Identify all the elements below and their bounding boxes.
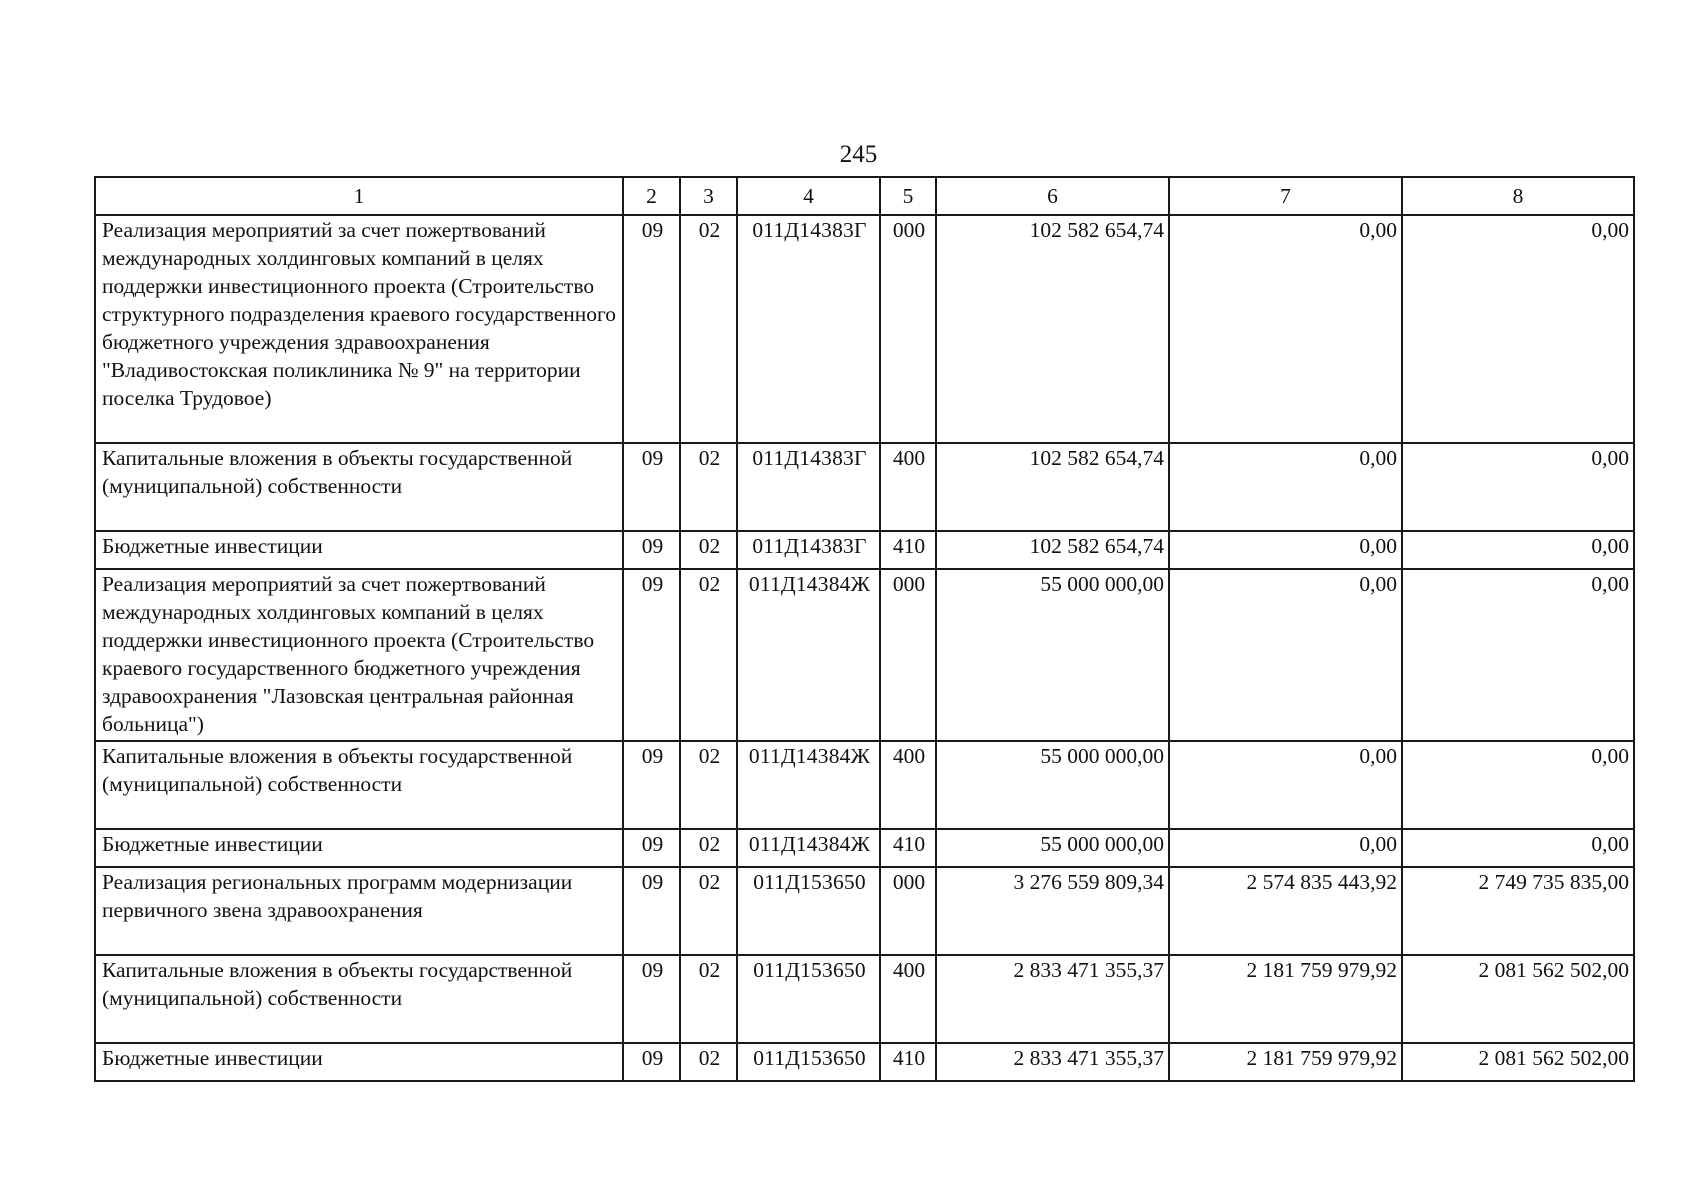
- row-amount-6: 55 000 000,00: [936, 741, 1169, 829]
- row-rz: 09: [623, 829, 680, 867]
- table-row: [95, 741, 1634, 829]
- row-amount-6: 55 000 000,00: [936, 569, 1169, 741]
- row-rz: 09: [623, 569, 680, 741]
- row-amount-6: 3 276 559 809,34: [936, 867, 1169, 955]
- row-name: Капитальные вложения в объекты государственной (муниципальной) собственности: [95, 955, 623, 1043]
- row-amount-6: 102 582 654,74: [936, 443, 1169, 531]
- row-csr: 011Д153650: [737, 1043, 880, 1081]
- row-amount-8: 0,00: [1402, 443, 1634, 531]
- row-pr: 02: [680, 1043, 737, 1081]
- row-amount-7: 0,00: [1169, 215, 1402, 443]
- row-amount-8: 0,00: [1402, 741, 1634, 829]
- row-csr: 011Д153650: [737, 867, 880, 955]
- header-cell-2: 2: [623, 177, 680, 215]
- table-row: [95, 569, 1634, 741]
- table-row: [95, 1043, 1634, 1081]
- row-vr: 410: [880, 1043, 936, 1081]
- header-row: [95, 177, 1634, 215]
- header-cell-3: 3: [680, 177, 737, 215]
- row-amount-7: 0,00: [1169, 443, 1402, 531]
- row-csr: 011Д14384Ж: [737, 829, 880, 867]
- row-csr: 011Д14383Г: [737, 443, 880, 531]
- header-cell-1: 1: [95, 177, 623, 215]
- row-amount-6: 2 833 471 355,37: [936, 1043, 1169, 1081]
- row-vr: 400: [880, 443, 936, 531]
- row-amount-8: 0,00: [1402, 215, 1634, 443]
- row-csr: 011Д14384Ж: [737, 741, 880, 829]
- table-row: [95, 829, 1634, 867]
- row-vr: 410: [880, 531, 936, 569]
- header-cell-7: 7: [1169, 177, 1402, 215]
- row-pr: 02: [680, 829, 737, 867]
- header-cell-4: 4: [737, 177, 880, 215]
- row-amount-7: 0,00: [1169, 829, 1402, 867]
- row-name: Реализация мероприятий за счет пожертвований международных холдинговых компаний в целях поддержки инвестиционного проекта (Строительство структурного подразделения краевого государственного бюджетного учреждения здравоохранения "Владивостокская поликлиника № 9" на территории поселка Трудовое): [95, 215, 623, 443]
- row-pr: 02: [680, 867, 737, 955]
- budget-table: [94, 176, 1635, 1082]
- row-amount-8: 0,00: [1402, 531, 1634, 569]
- row-amount-8: 2 081 562 502,00: [1402, 955, 1634, 1043]
- row-rz: 09: [623, 443, 680, 531]
- table-row: [95, 955, 1634, 1043]
- table-row: [95, 215, 1634, 443]
- row-csr: 011Д14384Ж: [737, 569, 880, 741]
- header-cell-5: 5: [880, 177, 936, 215]
- row-pr: 02: [680, 215, 737, 443]
- row-rz: 09: [623, 215, 680, 443]
- row-rz: 09: [623, 741, 680, 829]
- row-rz: 09: [623, 1043, 680, 1081]
- row-name: Капитальные вложения в объекты государственной (муниципальной) собственности: [95, 741, 623, 829]
- row-amount-6: 2 833 471 355,37: [936, 955, 1169, 1043]
- row-rz: 09: [623, 531, 680, 569]
- row-rz: 09: [623, 955, 680, 1043]
- row-pr: 02: [680, 569, 737, 741]
- row-amount-6: 102 582 654,74: [936, 215, 1169, 443]
- row-name: Бюджетные инвестиции: [95, 1043, 623, 1081]
- row-amount-8: 0,00: [1402, 829, 1634, 867]
- row-amount-6: 102 582 654,74: [936, 531, 1169, 569]
- row-vr: 000: [880, 867, 936, 955]
- header-cell-8: 8: [1402, 177, 1634, 215]
- row-amount-7: 0,00: [1169, 569, 1402, 741]
- row-pr: 02: [680, 443, 737, 531]
- row-name: Реализация региональных программ модернизации первичного звена здравоохранения: [95, 867, 623, 955]
- row-amount-7: 0,00: [1169, 531, 1402, 569]
- header-cell-6: 6: [936, 177, 1169, 215]
- table-row: [95, 867, 1634, 955]
- row-amount-8: 0,00: [1402, 569, 1634, 741]
- row-vr: 410: [880, 829, 936, 867]
- row-csr: 011Д153650: [737, 955, 880, 1043]
- row-name: Капитальные вложения в объекты государственной (муниципальной) собственности: [95, 443, 623, 531]
- row-amount-7: 2 181 759 979,92: [1169, 955, 1402, 1043]
- row-amount-7: 0,00: [1169, 741, 1402, 829]
- row-amount-7: 2 574 835 443,92: [1169, 867, 1402, 955]
- row-vr: 000: [880, 215, 936, 443]
- page-number: 245: [839, 141, 878, 168]
- row-csr: 011Д14383Г: [737, 531, 880, 569]
- row-name: Бюджетные инвестиции: [95, 531, 623, 569]
- row-amount-8: 2 749 735 835,00: [1402, 867, 1634, 955]
- row-amount-7: 2 181 759 979,92: [1169, 1043, 1402, 1081]
- table-row: [95, 443, 1634, 531]
- row-name: Бюджетные инвестиции: [95, 829, 623, 867]
- row-vr: 400: [880, 741, 936, 829]
- row-vr: 000: [880, 569, 936, 741]
- row-name: Реализация мероприятий за счет пожертвований международных холдинговых компаний в целях поддержки инвестиционного проекта (Строительство краевого государственного бюджетного учреждения здравоохранения "Лазовская центральная районная больница"): [95, 569, 623, 741]
- row-pr: 02: [680, 955, 737, 1043]
- row-vr: 400: [880, 955, 936, 1043]
- row-amount-8: 2 081 562 502,00: [1402, 1043, 1634, 1081]
- row-csr: 011Д14383Г: [737, 215, 880, 443]
- row-pr: 02: [680, 741, 737, 829]
- row-pr: 02: [680, 531, 737, 569]
- row-rz: 09: [623, 867, 680, 955]
- table-row: [95, 531, 1634, 569]
- row-amount-6: 55 000 000,00: [936, 829, 1169, 867]
